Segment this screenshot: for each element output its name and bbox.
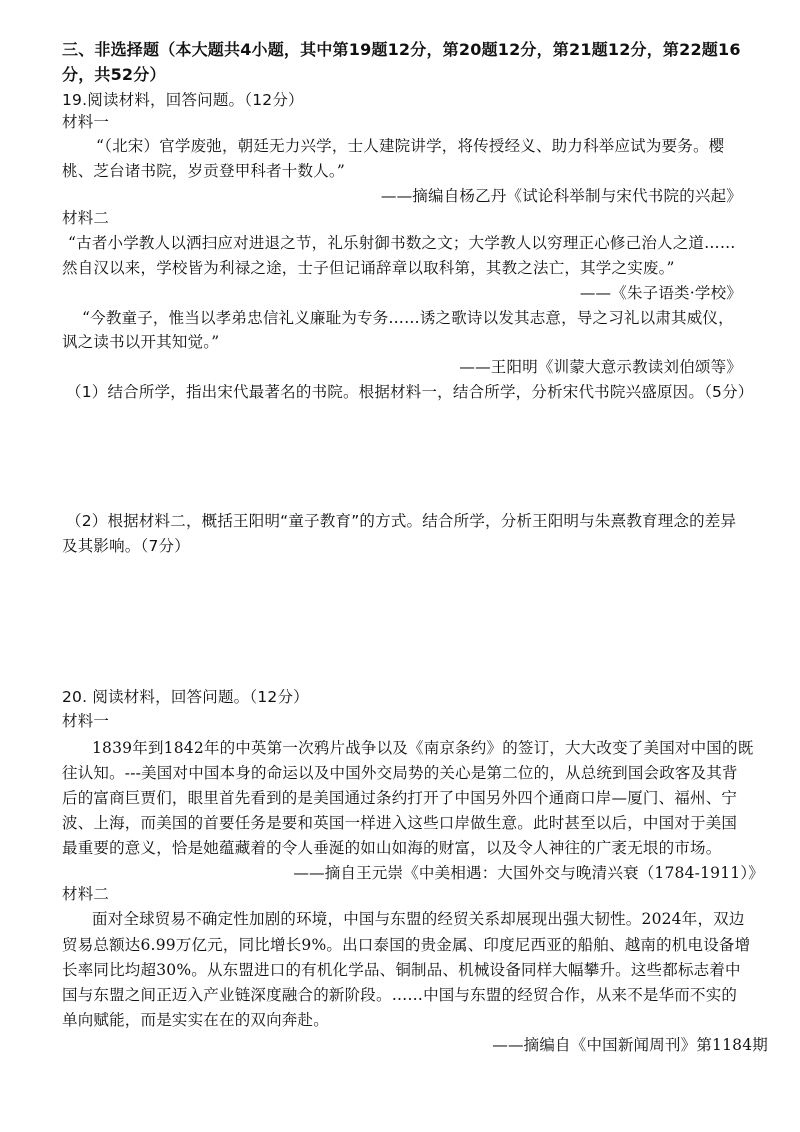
q20-material2-line-4: 国与东盟之间正迈入产业链深度融合的新阶段。……中国与东盟的经贸合作，从来不是华而不实的 — [62, 986, 738, 1004]
q20-material2-source: ——摘编自《中国新闻周刊》第1184期 — [492, 1036, 768, 1054]
q19-question-2-line-2: 及其影响。（7分） — [62, 537, 190, 555]
q20-material1-source: ——摘自王元崇《中美相遇：大国外交与晚清兴衰（1784-1911）》 — [293, 864, 764, 882]
q19-material1-label: 材料一 — [62, 113, 110, 131]
q19-material2-p1-line-1: “古者小学教人以洒扫应对进退之节，礼乐射御书数之文；大学教人以穷理正心修己治人之道…… — [68, 234, 736, 252]
q20-material1-line-2: 往认知。---美国对中国本身的命运以及中国外交局势的关心是第二位的，从总统到国会政客及其背 — [62, 764, 738, 782]
q19-question-1: （1）结合所学，指出宋代最著名的书院。根据材料一，结合所学，分析宋代书院兴盛原因。（5分） — [66, 383, 754, 401]
q19-material2-p2-line-1: “今教童子，惟当以孝弟忠信礼义廉耻为专务……诱之歌诗以发其志意，导之习礼以肃其威仪， — [82, 309, 734, 327]
q19-material1-source: ——摘编自杨乙丹《试论科举制与宋代书院的兴起》 — [380, 187, 742, 205]
q20-material2-line-1: 面对全球贸易不确定性加剧的环境，中国与东盟的经贸关系却展现出强大韧性。2024年，双边 — [92, 910, 745, 928]
q19-material2-p1-source: ——《朱子语类·学校》 — [579, 284, 742, 302]
q19-material1-line-1: “（北宋）官学废弛，朝廷无力兴学，士人建院讲学，将传授经义、助力科举应试为要务。樱 — [96, 137, 725, 155]
q20-title: 20. 阅读材料，回答问题。（12分） — [62, 688, 309, 706]
q19-material2-p1-line-2: 然自汉以来，学校皆为利禄之途，士子但记诵辞章以取科第，其教之法亡，其学之实废。” — [62, 259, 675, 277]
q20-material2-line-3: 长率同比均超30%。从东盟进口的有机化学品、铜制品、机械设备同样大幅攀升。这些都标志着中 — [62, 961, 741, 979]
q20-material1-label: 材料一 — [62, 712, 110, 730]
q20-material1-line-3: 后的富商巨贾们，眼里首先看到的是美国通过条约打开了中国另外四个通商口岸—厦门、福州、宁 — [62, 789, 738, 807]
q19-material2-p2-line-2: 讽之读书以开其知觉。” — [62, 333, 220, 351]
q19-material1-line-2: 桃、芝台诸书院，岁贡登甲科者十数人。” — [62, 162, 345, 180]
section-heading-line-1: 三、非选择题（本大题共4小题，其中第19题12分，第20题12分，第21题12分，第22题16 — [62, 40, 741, 59]
section-heading-line-2: 分，共52分） — [62, 65, 166, 84]
q19-title: 19.阅读材料，回答问题。（12分） — [62, 91, 304, 109]
q20-material2-label: 材料二 — [62, 885, 110, 903]
q20-material2-line-2: 贸易总额达6.99万亿元，同比增长9%。出口泰国的贵金属、印度尼西亚的船舶、越南的机电设备增 — [62, 936, 751, 954]
q20-material1-line-1: 1839年到1842年的中英第一次鸦片战争以及《南京条约》的签订，大大改变了美国对中国的既 — [92, 739, 754, 757]
q19-question-2-line-1: （2）根据材料二，概括王阳明“童子教育”的方式。结合所学，分析王阳明与朱熹教育理念的差异 — [66, 512, 737, 530]
q19-material2-label: 材料二 — [62, 209, 110, 227]
q20-material2-line-5: 单向赋能，而是实实在在的双向奔赴。 — [62, 1011, 329, 1029]
q19-material2-p2-source: ——王阳明《训蒙大意示教读刘伯颂等》 — [459, 358, 742, 376]
q20-material1-line-4: 波、上海，而美国的首要任务是要和英国一样进入这些口岸做生意。此时甚至以后，中国对于美国 — [62, 814, 738, 832]
q20-material1-line-5: 最重要的意义，恰是她蕴藏着的令人垂涎的如山如海的财富，以及令人神往的广袤无垠的市场。 — [62, 839, 722, 857]
